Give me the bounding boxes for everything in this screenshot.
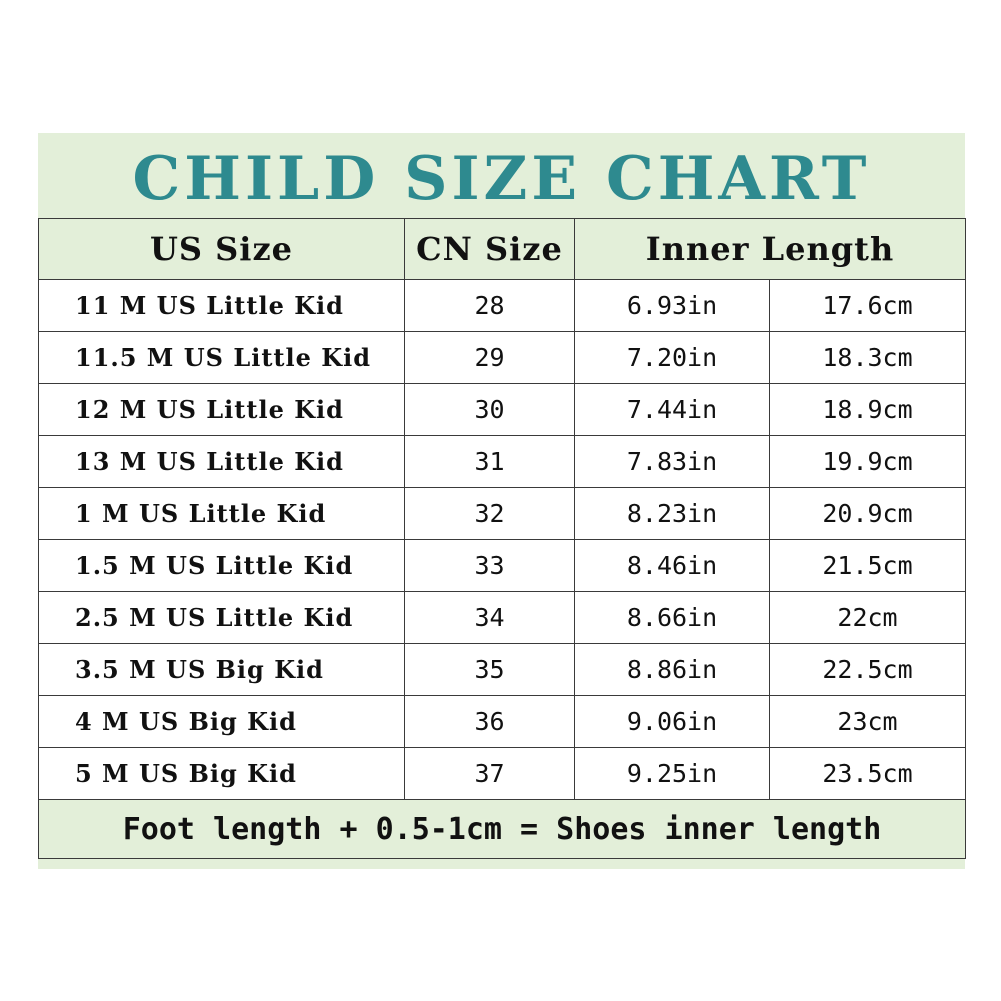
inner-length-in-cell: 8.66in [575,592,770,644]
cn-size-cell: 28 [405,280,575,332]
us-size-cell: 12 M US Little Kid [39,384,405,436]
table-row [39,540,966,592]
inner-length-cm-cell: 22.5cm [770,644,966,696]
inner-length-in-cell: 8.46in [575,540,770,592]
inner-length-in-cell: 9.25in [575,748,770,800]
header-inner-length: Inner Length [575,219,966,280]
table-row [39,488,966,540]
inner-length-cm-cell: 22cm [770,592,966,644]
table-row [39,592,966,644]
inner-length-in-cell: 8.23in [575,488,770,540]
cn-size-cell: 34 [405,592,575,644]
cn-size-cell: 30 [405,384,575,436]
table-row [39,644,966,696]
table-row [39,332,966,384]
us-size-cell: 5 M US Big Kid [39,748,405,800]
inner-length-in-cell: 7.83in [575,436,770,488]
inner-length-cm-cell: 20.9cm [770,488,966,540]
table-row [39,280,966,332]
us-size-cell: 11.5 M US Little Kid [39,332,405,384]
inner-length-cm-cell: 18.9cm [770,384,966,436]
inner-length-cm-cell: 21.5cm [770,540,966,592]
us-size-cell: 4 M US Big Kid [39,696,405,748]
inner-length-cm-cell: 23.5cm [770,748,966,800]
us-size-cell: 11 M US Little Kid [39,280,405,332]
size-chart [38,133,965,869]
inner-length-cm-cell: 17.6cm [770,280,966,332]
cn-size-cell: 35 [405,644,575,696]
header-cn-size: CN Size [405,219,575,280]
footer-row [39,800,966,859]
cn-size-cell: 33 [405,540,575,592]
cn-size-cell: 29 [405,332,575,384]
inner-length-in-cell: 7.20in [575,332,770,384]
chart-title: CHILD SIZE CHART [132,144,871,214]
inner-length-in-cell: 8.86in [575,644,770,696]
inner-length-in-cell: 6.93in [575,280,770,332]
inner-length-cm-cell: 19.9cm [770,436,966,488]
us-size-cell: 1 M US Little Kid [39,488,405,540]
header-row [39,219,966,280]
cn-size-cell: 31 [405,436,575,488]
inner-length-in-cell: 9.06in [575,696,770,748]
table-row [39,696,966,748]
inner-length-in-cell: 7.44in [575,384,770,436]
cn-size-cell: 32 [405,488,575,540]
cn-size-cell: 36 [405,696,575,748]
table-row [39,384,966,436]
size-table [38,218,966,859]
cn-size-cell: 37 [405,748,575,800]
header-us-size: US Size [39,219,405,280]
us-size-cell: 2.5 M US Little Kid [39,592,405,644]
footer-formula: Foot length + 0.5-1cm = Shoes inner length [39,800,966,859]
inner-length-cm-cell: 23cm [770,696,966,748]
us-size-cell: 1.5 M US Little Kid [39,540,405,592]
inner-length-cm-cell: 18.3cm [770,332,966,384]
us-size-cell: 13 M US Little Kid [39,436,405,488]
table-row [39,748,966,800]
table-row [39,436,966,488]
us-size-cell: 3.5 M US Big Kid [39,644,405,696]
